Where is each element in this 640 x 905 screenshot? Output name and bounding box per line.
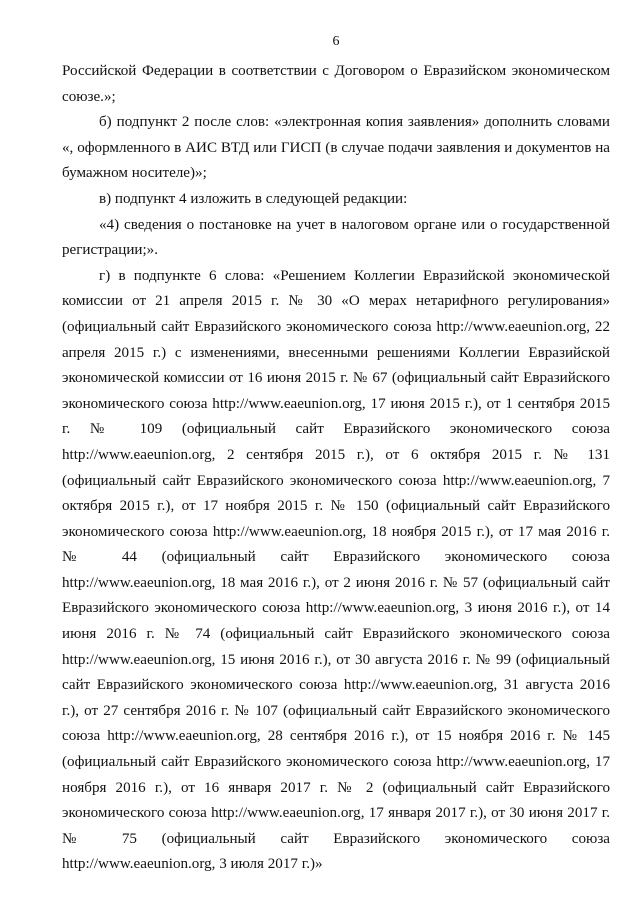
paragraph-quoted-item-4: «4) сведения о постановке на учет в налоговом органе или о государственной регистрации;». xyxy=(62,216,610,259)
paragraph-continuation: Российской Федерации в соответствии с Договором о Евразийском экономическом союзе.»; xyxy=(62,63,610,105)
page-number: 6 xyxy=(332,34,340,49)
paragraph-subitem-v: в) подпункт 4 изложить в следующей редакции: xyxy=(99,190,408,207)
paragraph-subitem-g: г) в подпункте 6 слова: «Решением Коллегии Евразийской экономической комиссии от 21 апреля 2015 г. № 30 «О мерах нетарифного регулирования» (официальный сайт Евразийского экономического союза http://www.eaeunion.org, 22 апреля 2015 г.) с изменениями, внесенными решениями Коллегии Евразийской экономической комиссии от 16 июня 2015 г. № 67 (официальный сайт Евразийского экономического союза http://www.eaeunion.org, 17 июня 2015 г.), от 1 сентября 2015 г. № 109 (официальный сайт Евразийского экономического союза http://www.eaeunion.org, 2 сентября 2015 г.), от 6 октября 2015 г. № 131 (официальный сайт Евразийского экономического союза http://www.eaeunion.org, 7 октября 2015 г.), от 17 ноября 2015 г. № 150 (официальный сайт Евразийского экономического союза http://www.eaeunion.org, 18 ноября 2015 г.), от 17 мая 2016 г. № 44 (официальный сайт Евразийского экономического союза http://www.eaeunion.org, 18 мая 2016 г.), от 2 июня 2016 г. № 57 (официальный сайт Евразийского экономического союза http://www.eaeunion.org, 3 июня 2016 г.), от 14 июня 2016 г. № 74 (официальный сайт Евразийского экономического союза http://www.eaeunion.org, 15 июня 2016 г.), от 30 августа 2016 г. № 99 (официальный сайт Евразийского экономического союза http://www.eaeunion.org, 31 августа 2016 г.), от 27 сентября 2016 г. № 107 (официальный сайт Евразийского экономического союза http://www.eaeunion.org, 28 сентября 2016 г.), от 15 ноября 2016 г. № 145 (официальный сайт Евразийского экономического союза http://www.eaeunion.org, 17 ноября 2016 г.), от 16 января 2017 г. № 2 (официальный сайт Евразийского экономического союза http://www.eaeunion.org, 17 января 2017 г.), от 30 июня 2017 г. № 75 (официальный сайт Евразийского экономического союза http://www.eaeunion.org, 3 июля 2017 г.)» xyxy=(62,267,610,873)
paragraph-subitem-b: б) подпункт 2 после слов: «электронная копия заявления» дополнить словами «, оформленного в АИС ВТД или ГИСП (в случае подачи заявления и документов на бумажном носителе)»; xyxy=(62,114,610,182)
